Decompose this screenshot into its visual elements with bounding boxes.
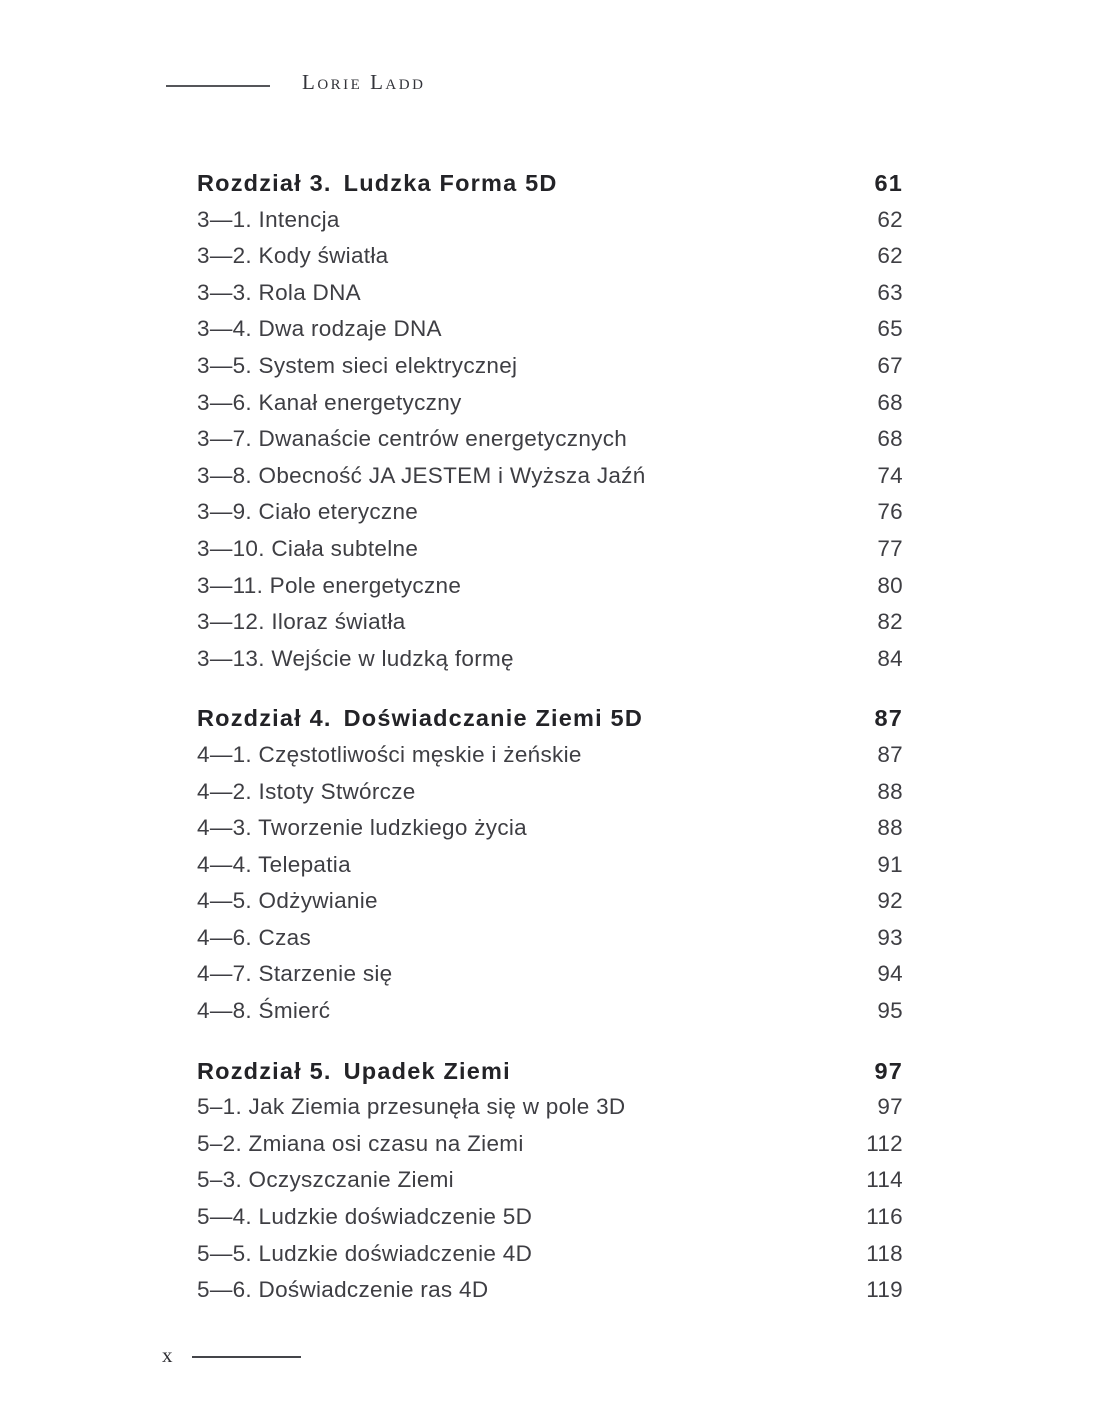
- toc-entry-title: 4—2. Istoty Stwórcze: [197, 778, 416, 804]
- toc-entry-title: 4—7. Starzenie się: [197, 961, 393, 987]
- chapter-entries: [197, 737, 903, 1030]
- toc-entry[interactable]: [197, 956, 903, 993]
- toc-entry-title: 5—5. Ludzkie doświadczenie 4D: [197, 1240, 533, 1266]
- toc-entry-title: 3—7. Dwanaście centrów energetycznych: [197, 426, 628, 452]
- toc-entry-page-number: 91: [877, 851, 903, 877]
- toc-entry-title: 4—5. Odżywianie: [197, 888, 378, 914]
- chapter-entries: [197, 202, 903, 678]
- toc-entry[interactable]: [197, 604, 903, 641]
- toc-entry-page-number: 87: [877, 741, 903, 767]
- chapter-label: Rozdział 3.: [197, 170, 332, 196]
- toc-entry-page-number: 92: [877, 888, 903, 914]
- toc-entry[interactable]: [197, 1236, 903, 1273]
- toc-entry[interactable]: [197, 421, 903, 458]
- toc-entry-page-number: 94: [877, 961, 903, 987]
- toc-entry-title: 3—5. System sieci elektrycznej: [197, 352, 518, 378]
- chapter-title: Doświadczanie Ziemi 5D: [343, 705, 643, 732]
- toc-entry-title: 3—8. Obecność JA JESTEM i Wyższa Jaźń: [197, 462, 646, 488]
- chapter-title: Ludzka Forma 5D: [343, 170, 558, 196]
- toc-entry-page-number: 88: [877, 778, 903, 804]
- toc-entry-title: 4—8. Śmierć: [197, 998, 331, 1024]
- toc-entry-page-number: 116: [866, 1204, 903, 1230]
- toc-entry-title: 3—9. Ciało eteryczne: [197, 499, 419, 525]
- toc-entry[interactable]: [197, 275, 903, 312]
- toc-entry[interactable]: [197, 348, 903, 385]
- toc-entry-title: 3—1. Intencja: [197, 206, 340, 232]
- toc-entry-title: 5—6. Doświadczenie ras 4D: [197, 1277, 489, 1303]
- toc-chapter: [197, 700, 903, 1029]
- chapter-page-number: 97: [874, 1057, 903, 1084]
- toc-entry-page-number: 65: [877, 316, 903, 342]
- toc-entry[interactable]: [197, 737, 903, 774]
- chapter-page-number: 87: [874, 705, 903, 732]
- header-author: Lorie Ladd: [302, 70, 426, 94]
- toc-entry[interactable]: [197, 1272, 903, 1309]
- toc-entry-page-number: 119: [866, 1277, 903, 1303]
- toc-entry-title: 3—10. Ciała subtelne: [197, 535, 419, 561]
- toc-entry[interactable]: [197, 311, 903, 348]
- toc-entry-page-number: 112: [866, 1130, 903, 1156]
- toc-entry-title: 3—12. Iloraz światła: [197, 609, 406, 635]
- toc-entry[interactable]: [197, 568, 903, 605]
- chapter-entries: [197, 1089, 903, 1309]
- toc-entry-title: 4—4. Telepatia: [197, 851, 351, 877]
- toc-entry[interactable]: [197, 202, 903, 239]
- footer-rule: [192, 1356, 301, 1358]
- toc-entry[interactable]: [197, 385, 903, 422]
- chapter-page-number: 61: [874, 170, 903, 196]
- toc-entry-page-number: 62: [877, 243, 903, 269]
- toc-entry[interactable]: [197, 1126, 903, 1163]
- header-rule: [166, 85, 270, 87]
- toc-entry[interactable]: [197, 1089, 903, 1126]
- toc-entry-title: 3—2. Kody światła: [197, 243, 389, 269]
- toc-entry-page-number: 80: [877, 572, 903, 598]
- toc-entry[interactable]: [197, 458, 903, 495]
- toc-entry-page-number: 74: [877, 462, 903, 488]
- toc-entry-page-number: 84: [877, 645, 903, 671]
- chapter-title: Upadek Ziemi: [343, 1057, 511, 1084]
- toc-entry[interactable]: [197, 641, 903, 678]
- toc-chapter-heading[interactable]: [197, 1053, 903, 1090]
- toc-entry-title: 4—1. Częstotliwości męskie i żeńskie: [197, 741, 582, 767]
- toc-entry-page-number: 88: [877, 815, 903, 841]
- toc-entry-page-number: 68: [877, 426, 903, 452]
- footer-page-number: x: [162, 1343, 173, 1367]
- toc-entry[interactable]: [197, 1199, 903, 1236]
- toc-entry-page-number: 93: [877, 924, 903, 950]
- toc-entry-page-number: 77: [877, 535, 903, 561]
- toc-entry[interactable]: [197, 920, 903, 957]
- toc-entry-page-number: 118: [866, 1240, 903, 1266]
- toc-entry-title: 5–2. Zmiana osi czasu na Ziemi: [197, 1130, 524, 1156]
- toc-chapter-heading[interactable]: [197, 165, 903, 202]
- toc-entry-title: 5–1. Jak Ziemia przesunęła się w pole 3D: [197, 1094, 626, 1120]
- toc-chapter: [197, 1053, 903, 1309]
- toc-entry[interactable]: [197, 774, 903, 811]
- toc-entry[interactable]: [197, 1162, 903, 1199]
- toc-entry[interactable]: [197, 531, 903, 568]
- chapter-heading-text: [197, 1053, 511, 1090]
- toc-chapter-heading[interactable]: [197, 700, 903, 737]
- toc-entry-page-number: 114: [866, 1167, 903, 1193]
- toc-entry-title: 3—6. Kanał energetyczny: [197, 389, 462, 415]
- toc-entry-page-number: 95: [877, 998, 903, 1024]
- toc-chapter: [197, 165, 903, 677]
- toc-entry-title: 3—11. Pole energetyczne: [197, 572, 462, 598]
- toc-entry-title: 4—3. Tworzenie ludzkiego życia: [197, 815, 527, 841]
- toc-entry[interactable]: [197, 494, 903, 531]
- chapter-label: Rozdział 5.: [197, 1057, 332, 1084]
- toc-entry[interactable]: [197, 847, 903, 884]
- toc-entry-title: 3—13. Wejście w ludzką formę: [197, 645, 514, 671]
- toc-entry-title: 3—3. Rola DNA: [197, 279, 361, 305]
- toc-entry-page-number: 68: [877, 389, 903, 415]
- toc-entry[interactable]: [197, 810, 903, 847]
- chapter-label: Rozdział 4.: [197, 705, 332, 732]
- toc-entry[interactable]: [197, 993, 903, 1030]
- toc-entry-page-number: 82: [877, 609, 903, 635]
- chapter-heading-text: [197, 165, 558, 202]
- table-of-contents: [197, 165, 903, 1309]
- toc-entry-title: 4—6. Czas: [197, 924, 311, 950]
- toc-entry[interactable]: [197, 238, 903, 275]
- toc-entry-page-number: 67: [877, 352, 903, 378]
- toc-entry-title: 5–3. Oczyszczanie Ziemi: [197, 1167, 454, 1193]
- toc-entry-page-number: 76: [877, 499, 903, 525]
- toc-entry-page-number: 63: [877, 279, 903, 305]
- chapter-heading-text: [197, 700, 643, 737]
- toc-entry-title: 5—4. Ludzkie doświadczenie 5D: [197, 1204, 533, 1230]
- toc-entry[interactable]: [197, 883, 903, 920]
- toc-entry-title: 3—4. Dwa rodzaje DNA: [197, 316, 442, 342]
- toc-entry-page-number: 97: [877, 1094, 903, 1120]
- toc-entry-page-number: 62: [877, 206, 903, 232]
